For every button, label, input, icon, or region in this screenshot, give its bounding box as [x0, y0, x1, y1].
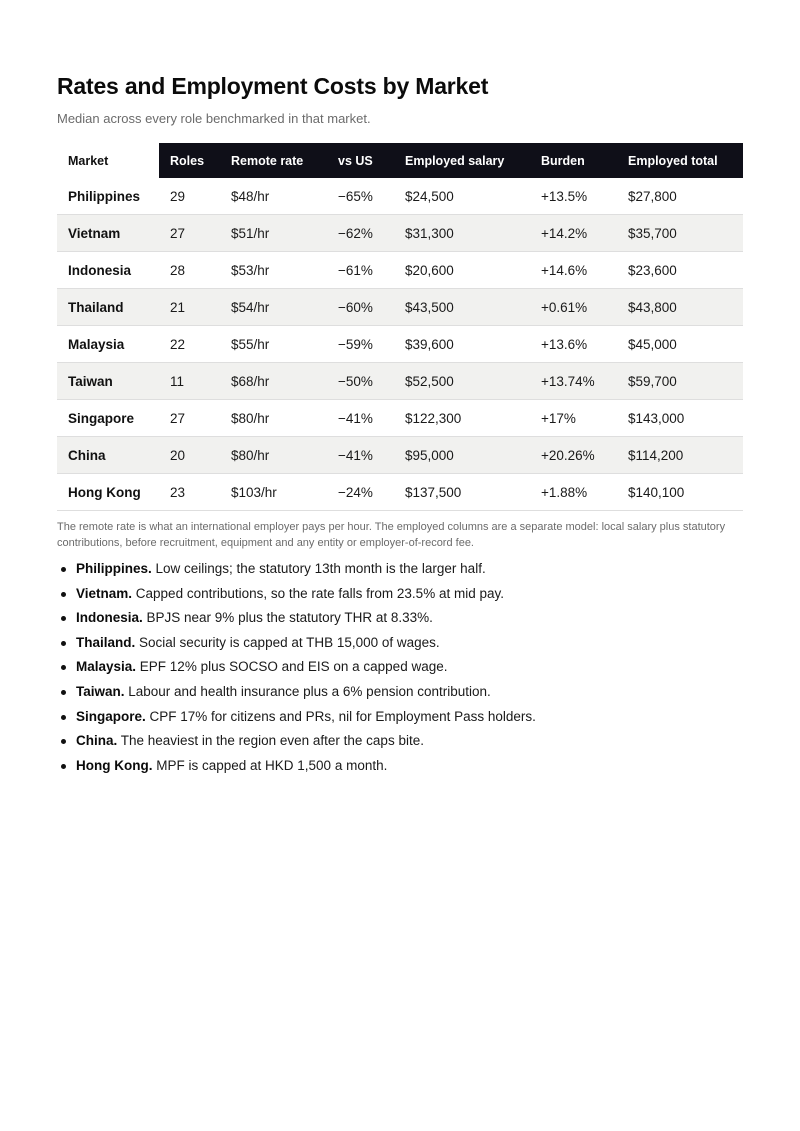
vs-us-cell: −60% [327, 289, 394, 326]
list-item-country: Taiwan. [76, 683, 125, 699]
vs-us-cell: −50% [327, 363, 394, 400]
table-row [57, 252, 743, 289]
list-item-text: EPF 12% plus SOCSO and EIS on a capped wage. [136, 659, 448, 675]
market-cell: Thailand [57, 289, 159, 326]
list-item-text: Labour and health insurance plus a 6% pension contribution. [124, 683, 491, 699]
vs-us-cell: −65% [327, 178, 394, 215]
burden-cell: +13.6% [530, 326, 617, 363]
list-item [57, 680, 743, 705]
vs-us-cell: −61% [327, 252, 394, 289]
list-item [57, 655, 743, 680]
column-header-roles: Roles [159, 143, 220, 178]
table-row [57, 474, 743, 511]
list-item-text: The heaviest in the region even after the caps bite. [117, 733, 424, 749]
page-title: Rates and Employment Costs by Market [57, 73, 489, 99]
bullet-dot-icon [61, 567, 66, 572]
vs-us-cell: −62% [327, 215, 394, 252]
list-item-country: Vietnam. [76, 585, 133, 601]
bullet-dot-icon [61, 665, 66, 670]
vs-us-cell: −24% [327, 474, 394, 511]
document-page [57, 70, 743, 778]
list-item [57, 705, 743, 730]
column-header-employed-salary: Employed salary [394, 143, 530, 178]
employed-total-cell: $114,200 [617, 437, 743, 474]
column-header-employed-total: Employed total [617, 143, 743, 178]
burden-cell: +17% [530, 400, 617, 437]
employed-salary-cell: $31,300 [394, 215, 530, 252]
employed-salary-cell: $95,000 [394, 437, 530, 474]
remote-rate-cell: $103/hr [220, 474, 327, 511]
list-item-text: CPF 17% for citizens and PRs, nil for Employment Pass holders. [145, 708, 536, 724]
employed-total-cell: $27,800 [617, 178, 743, 215]
employed-salary-cell: $52,500 [394, 363, 530, 400]
bullet-dot-icon [61, 690, 66, 695]
table-row [57, 178, 743, 215]
burden-cell: +13.5% [530, 178, 617, 215]
remote-rate-cell: $53/hr [220, 252, 327, 289]
list-item-country: Thailand. [76, 634, 136, 650]
list-item-text: MPF is capped at HKD 1,500 a month. [152, 757, 388, 773]
page-subtitle: Median across every role benchmarked in that market. [57, 111, 371, 126]
column-header-market: Market [57, 143, 159, 178]
roles-cell: 27 [159, 400, 220, 437]
column-header-burden: Burden [530, 143, 617, 178]
list-item [57, 729, 743, 754]
vs-us-cell: −41% [327, 437, 394, 474]
list-item-text: Social security is capped at THB 15,000 of wages. [135, 634, 440, 650]
bullet-dot-icon [61, 592, 66, 597]
market-cell: Malaysia [57, 326, 159, 363]
list-item [57, 606, 743, 631]
list-item-country: China. [76, 733, 118, 749]
vs-us-cell: −41% [327, 400, 394, 437]
list-item [57, 557, 743, 582]
table-footnote: The remote rate is what an international employer pays per hour. The employed columns are a separate model: local salary plus statutory contributions, before recruitment, equipment and any entity or employer-of-record fee. [57, 521, 726, 549]
employed-total-cell: $23,600 [617, 252, 743, 289]
list-item [57, 754, 743, 779]
roles-cell: 27 [159, 215, 220, 252]
employed-salary-cell: $122,300 [394, 400, 530, 437]
column-header-remote-rate: Remote rate [220, 143, 327, 178]
employed-salary-cell: $24,500 [394, 178, 530, 215]
burden-cell: +14.2% [530, 215, 617, 252]
burden-cell: +13.74% [530, 363, 617, 400]
market-cell: Hong Kong [57, 474, 159, 511]
bullet-dot-icon [61, 641, 66, 646]
column-header-vs-us: vs US [327, 143, 394, 178]
roles-cell: 20 [159, 437, 220, 474]
bullet-dot-icon [61, 616, 66, 621]
list-item [57, 631, 743, 656]
remote-rate-cell: $54/hr [220, 289, 327, 326]
market-cell: China [57, 437, 159, 474]
roles-cell: 21 [159, 289, 220, 326]
market-cell: Taiwan [57, 363, 159, 400]
employed-total-cell: $143,000 [617, 400, 743, 437]
employed-salary-cell: $20,600 [394, 252, 530, 289]
roles-cell: 29 [159, 178, 220, 215]
burden-cell: +1.88% [530, 474, 617, 511]
list-item-text: BPJS near 9% plus the statutory THR at 8.33%. [142, 610, 433, 626]
bullet-dot-icon [61, 739, 66, 744]
employed-salary-cell: $137,500 [394, 474, 530, 511]
employed-total-cell: $59,700 [617, 363, 743, 400]
employed-total-cell: $45,000 [617, 326, 743, 363]
list-item-country: Hong Kong. [76, 757, 153, 773]
roles-cell: 28 [159, 252, 220, 289]
roles-cell: 23 [159, 474, 220, 511]
market-cell: Singapore [57, 400, 159, 437]
market-cell: Vietnam [57, 215, 159, 252]
remote-rate-cell: $48/hr [220, 178, 327, 215]
list-item-text: Low ceilings; the statutory 13th month is the larger half. [151, 561, 486, 576]
list-item-country: Philippines. [76, 561, 152, 576]
employed-total-cell: $43,800 [617, 289, 743, 326]
list-item-country: Singapore. [76, 708, 146, 724]
roles-cell: 22 [159, 326, 220, 363]
table-row [57, 400, 743, 437]
remote-rate-cell: $55/hr [220, 326, 327, 363]
burden-cell: +20.26% [530, 437, 617, 474]
market-costs-table [57, 143, 743, 511]
table-header-row [57, 143, 743, 178]
remote-rate-cell: $80/hr [220, 437, 327, 474]
table-row [57, 437, 743, 474]
table-row [57, 215, 743, 252]
remote-rate-cell: $68/hr [220, 363, 327, 400]
burden-cell: +0.61% [530, 289, 617, 326]
market-cell: Philippines [57, 178, 159, 215]
employed-total-cell: $140,100 [617, 474, 743, 511]
list-item-text: Capped contributions, so the rate falls from 23.5% at mid pay. [132, 585, 504, 601]
remote-rate-cell: $51/hr [220, 215, 327, 252]
employed-total-cell: $35,700 [617, 215, 743, 252]
table-row [57, 326, 743, 363]
table-row [57, 363, 743, 400]
employed-salary-cell: $39,600 [394, 326, 530, 363]
bullet-dot-icon [61, 715, 66, 720]
table-row [57, 289, 743, 326]
roles-cell: 11 [159, 363, 220, 400]
burden-cell: +14.6% [530, 252, 617, 289]
list-item [57, 582, 743, 607]
list-item-country: Malaysia. [76, 659, 137, 675]
market-notes-list [57, 557, 743, 778]
list-item-country: Indonesia. [76, 610, 143, 626]
market-cell: Indonesia [57, 252, 159, 289]
vs-us-cell: −59% [327, 326, 394, 363]
bullet-dot-icon [61, 764, 66, 769]
remote-rate-cell: $80/hr [220, 400, 327, 437]
employed-salary-cell: $43,500 [394, 289, 530, 326]
